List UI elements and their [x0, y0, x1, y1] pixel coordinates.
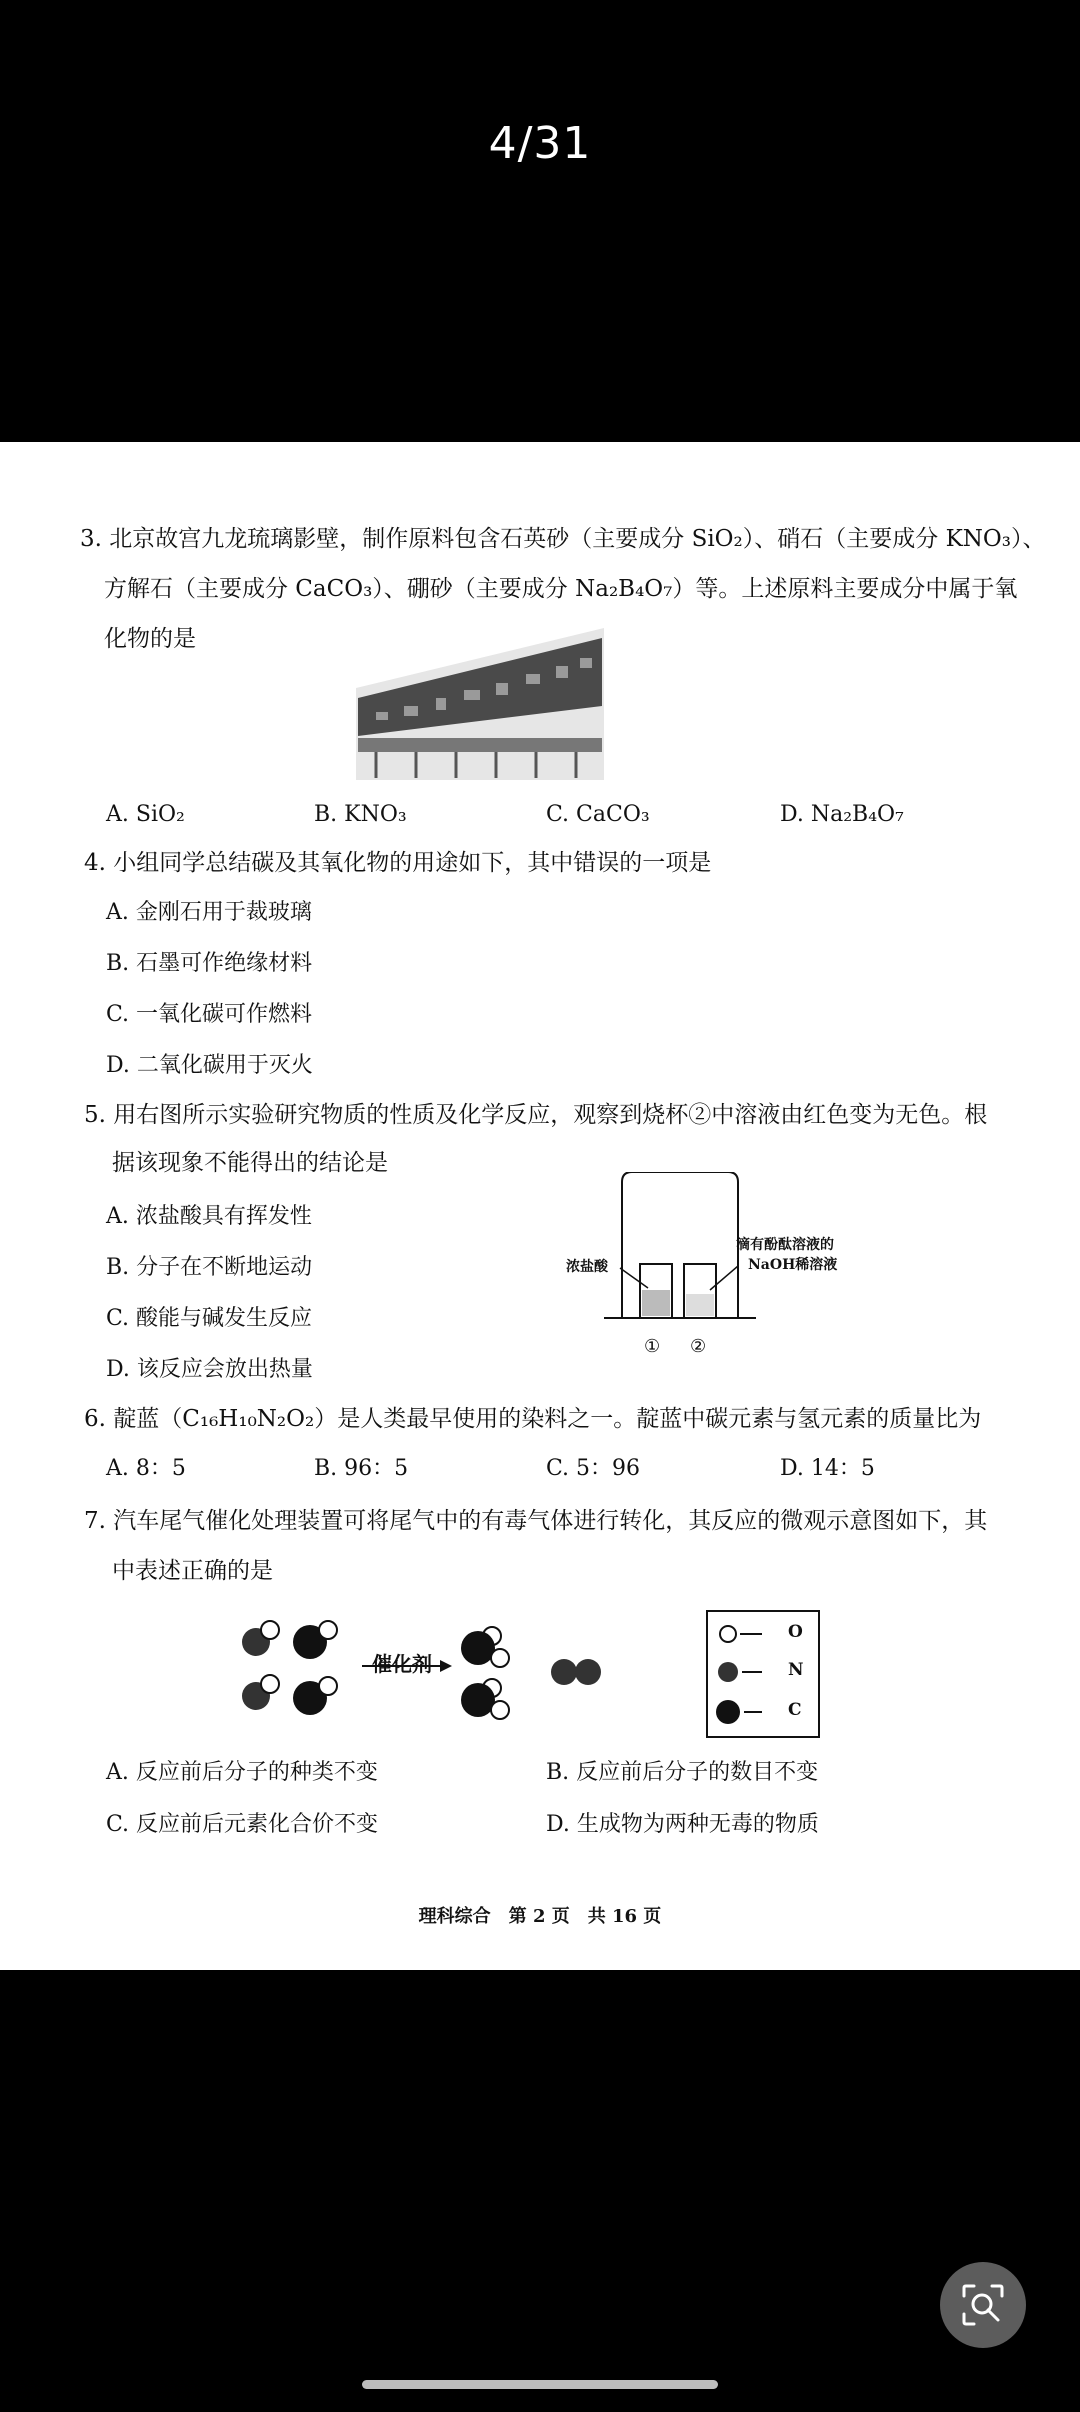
image-search-icon [940, 2262, 1026, 2348]
legend-o: O [788, 1622, 803, 1642]
page-footer: 理科综合 第 2 页 共 16 页 [418, 1906, 662, 1927]
q6-option-a: A. 8：5 [106, 1456, 186, 1481]
q6-option-c: C. 5：96 [546, 1456, 641, 1481]
q3-option-d: D. Na₂B₄O₇ [780, 802, 904, 827]
q7-line-1: 7. 汽车尾气催化处理装置可将尾气中的有毒气体进行转化，其反应的微观示意图如下，其 [84, 1508, 988, 1534]
reaction-microscopic-diagram [230, 1610, 650, 1726]
q4-option-a: A. 金刚石用于裁玻璃 [106, 900, 312, 925]
q6-option-b: B. 96：5 [314, 1456, 409, 1481]
q3-line-2: 方解石（主要成分 CaCO₃）、硼砂（主要成分 Na₂B₄O₇）等。上述原料主要成分中属于氧 [104, 576, 1018, 602]
q4-stem: 4. 小组同学总结碳及其氧化物的用途如下，其中错误的一项是 [84, 850, 712, 876]
q5-option-c: C. 酸能与碱发生反应 [106, 1306, 313, 1331]
image-search-button[interactable] [940, 2262, 1026, 2348]
q5-option-b: B. 分子在不断地运动 [106, 1255, 313, 1280]
beaker-1-label: ① [644, 1336, 661, 1357]
q7-option-b: B. 反应前后分子的数目不变 [546, 1760, 819, 1785]
q5-option-a: A. 浓盐酸具有挥发性 [106, 1204, 312, 1229]
q3-line-1: 3. 北京故宫九龙琉璃影壁，制作原料包含石英砂（主要成分 SiO₂）、硝石（主要成分 KNO₃）、 [80, 526, 1046, 552]
q5-line-1: 5. 用右图所示实验研究物质的性质及化学反应，观察到烧杯②中溶液由红色变为无色。根 [84, 1102, 988, 1128]
legend-symbols [716, 1620, 776, 1730]
beaker-2-label: ② [690, 1336, 707, 1357]
q3-option-a: A. SiO₂ [106, 802, 185, 827]
document-page [0, 442, 1080, 1970]
q3-line-3: 化物的是 [104, 626, 196, 652]
label-phenolphthalein: 滴有酚酞溶液的 [736, 1237, 834, 1253]
q6-option-d: D. 14：5 [780, 1456, 875, 1481]
atom-legend [706, 1610, 820, 1738]
q7-line-2: 中表述正确的是 [112, 1558, 273, 1584]
q7-option-d: D. 生成物为两种无毒的物质 [546, 1812, 819, 1837]
label-naoh-solution: NaOH稀溶液 [748, 1257, 838, 1273]
q3-option-b: B. KNO₃ [314, 802, 407, 827]
q6-stem: 6. 靛蓝（C₁₆H₁₀N₂O₂）是人类最早使用的染料之一。靛蓝中碳元素与氢元素的质量比为 [84, 1406, 982, 1432]
catalyst-label: 催化剂 [372, 1652, 432, 1676]
glazed-screen-wall-photo [356, 628, 604, 780]
q5-line-2: 据该现象不能得出的结论是 [112, 1150, 388, 1176]
q4-option-d: D. 二氧化碳用于灭火 [106, 1053, 313, 1078]
q7-option-a: A. 反应前后分子的种类不变 [106, 1760, 378, 1785]
legend-c: C [788, 1700, 802, 1720]
legend-n: N [788, 1660, 804, 1680]
q7-option-c: C. 反应前后元素化合价不变 [106, 1812, 379, 1837]
label-leader-lines [600, 1172, 760, 1330]
label-conc-hcl: 浓盐酸 [566, 1259, 608, 1275]
q3-option-c: C. CaCO₃ [546, 802, 650, 827]
q4-option-c: C. 一氧化碳可作燃料 [106, 1002, 313, 1027]
page-counter: 4/31 [488, 118, 592, 169]
q5-option-d: D. 该反应会放出热量 [106, 1357, 313, 1382]
gesture-home-bar[interactable] [362, 2380, 718, 2389]
q4-option-b: B. 石墨可作绝缘材料 [106, 951, 313, 976]
